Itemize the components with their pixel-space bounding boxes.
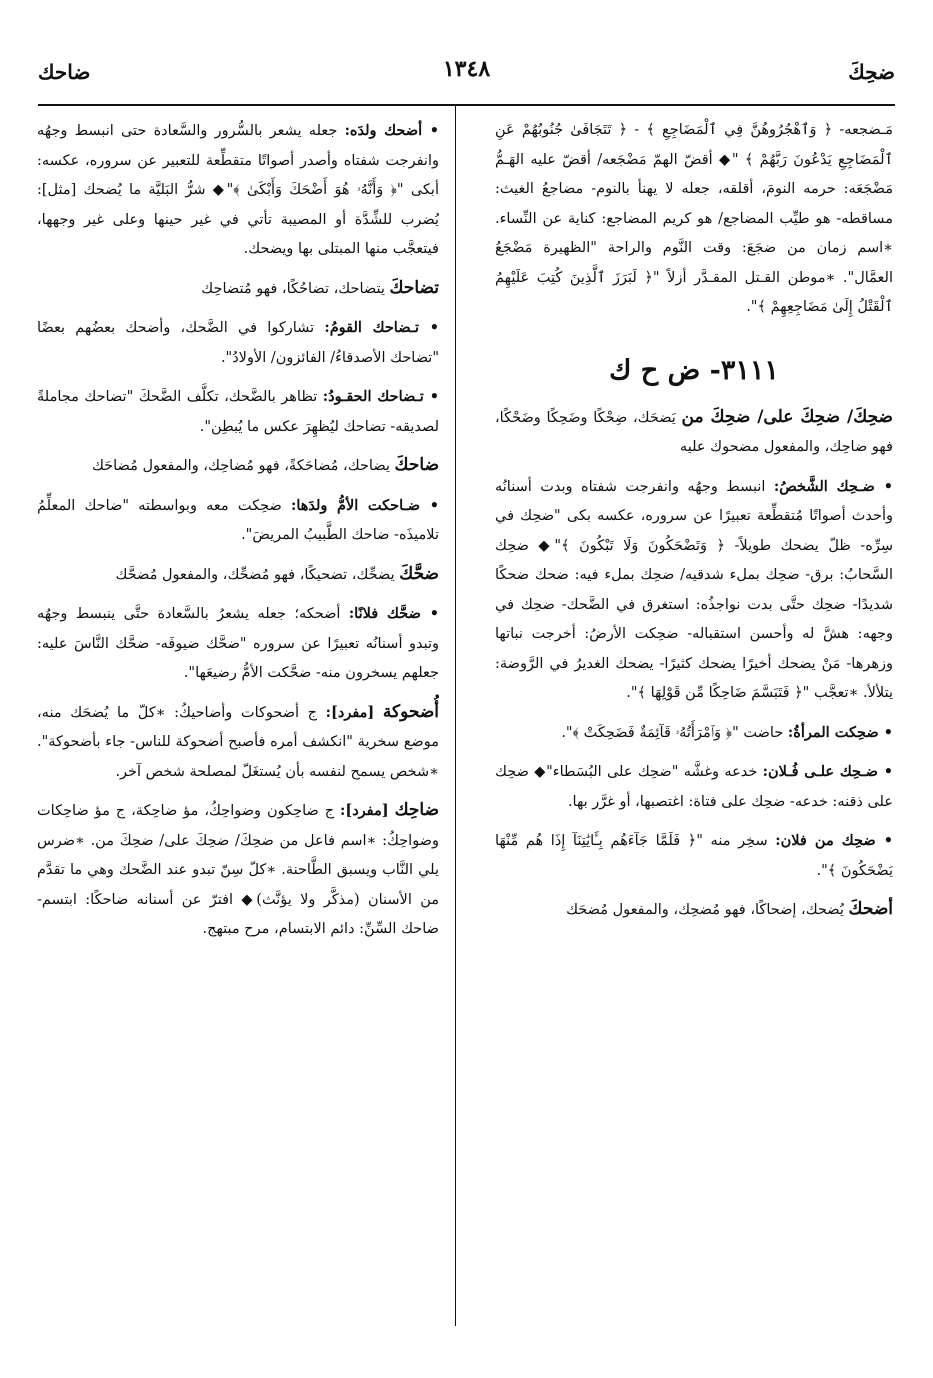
- header-guide-word-first: ضحِكَ: [848, 60, 895, 84]
- sub-entry-label: • أضحك ولدَه:: [344, 122, 439, 139]
- sub-entry-label: • ضـحِك علـى فُـلان:: [762, 763, 893, 780]
- headword: ضاحِك: [394, 800, 439, 820]
- entry-text: تظاهر بالضَّحك، تكلَّف الضَّحكَ "تضاحك مجاملةً لصديقه- تضاحك ليُظهِرَ عكس ما يُبطِن".: [37, 389, 439, 435]
- header-rule: [38, 104, 895, 106]
- entry-text: يضحِّك، تضحيكًا، فهو مُضحِّك، والمفعول مُضحَّك: [115, 566, 395, 583]
- sub-entry-label: • ضحَّك فلانًا:: [348, 605, 439, 622]
- entry-paragraph: [495, 472, 893, 709]
- entry-paragraph: [495, 826, 893, 886]
- left-column: [37, 116, 439, 1316]
- sub-entry-label: • ضـاحكت الأمُّ ولدَها:: [290, 496, 439, 514]
- headword: أضحكَ: [848, 899, 893, 919]
- entry-text: يتضاحك، تضاحُكًا، فهو مُتضاحِك: [201, 280, 385, 297]
- entry-paragraph: [37, 116, 439, 265]
- entry-paragraph: [37, 451, 439, 482]
- entry-text: يُضحك، إضحاكًا، فهو مُضحِك، والمفعول مُضحَك: [566, 902, 844, 918]
- entry-text: حاضت "﴿ وَٱمْرَأَتُهُۥ قَآئِمَةٌ فَضَحِكَتْ ﴾".: [561, 724, 784, 741]
- entry-paragraph: [37, 274, 439, 305]
- entry-paragraph: [37, 796, 439, 945]
- column-divider: [455, 106, 456, 1326]
- sub-entry-label: • ضحِك من فلان:: [775, 832, 893, 849]
- entry-text: يَضحَك، ضِحْكًا وضَحِكًا وضَحْكًا، فهو ضاحِك، والمفعول مضحوك عليه: [495, 409, 893, 455]
- entry-paragraph: [37, 560, 439, 591]
- entry-paragraph: [495, 718, 893, 749]
- entry-paragraph: [37, 491, 439, 551]
- headword: أُضحوكة: [382, 701, 439, 722]
- entry-paragraph: [37, 313, 439, 373]
- entry-text: ج أضحوكات وأضاحيكُ: ∗كلّ ما يُضحَك منه، موضع سخرية "انكشف أمره فأصبح أضحوكة للناس- جاء بأضحوكة". ∗شخص يسمح لنفسه بأن يُستغَلّ لمصلحة شخص آخر.: [37, 704, 439, 780]
- entry-paragraph: [495, 403, 893, 463]
- entry-text: يضاحك، مُضاحَكةً، فهو مُضاحِك، والمفعول مُضاحَك: [91, 458, 390, 474]
- continued-entry-text: مَـضجعه- ﴿ وَٱهْجُرُوهُنَّ فِي ٱلْمَضَاجِعِ ﴾ - ﴿ تَتَجَافَىٰ جُنُوبُهُمْ عَنِ ٱلْمَضَاجِعِ يَدْعُونَ رَبَّهُمْ ﴾ "◆ أقضّ الهمّ مَضْجَعه/ أقضّ عليه الهَـمُّ مَضْجَعَه: حرمه النومَ، أقلقه، جعله لا يهنأ بالنوم- مضاجعُ الغيث: مساقطه- هو طيِّب المضاجع/ هو كريم المضاجع: كناية عن النِّساء. ∗اسم زمان من ضجَعَ: وقت النَّوم والراحة "الظهيرة مَضْجَعُ العمَّال". ∗موطن القـتل المقـدَّر أزلاً "﴿ لَبَرَزَ ٱلَّذِينَ كُتِبَ عَلَيْهِمُ ٱلْقَتْلُ إِلَىٰ مَضَاجِعِهِمْ ﴾".: [495, 122, 893, 315]
- headword: ضحَّكَ: [399, 563, 439, 584]
- entry-text: ج ضاحِكون وضواحِكُ، مؤ ضاحِكة، ج مؤ ضاحِكات وضواحِكُ: ∗اسم فاعل من ضحِكَ/ ضحِكَ على/ ضحِكَ من. ∗ضرس يلي النَّاب ويسبق الطَّاحنة. ∗كلّ سِنّ تبدو عند الضَّحك وهي ما تقدَّم من الأسنان (مذكَّر ولا يؤنَّث)◆ افترّ عن أسنانه ضاحكًا: ابتسم- ضاحك السِّنِّ: دائم الابتسام، مرح مبتهج.: [37, 803, 439, 937]
- sub-entry-label: • تـضاحك القومُ:: [324, 319, 439, 336]
- page-number: ١٣٤٨: [442, 56, 491, 82]
- sub-entry-label: • تـضاحك الحقـودُ:: [322, 388, 439, 405]
- sub-entry-label: • ضـحِك الشَّخصُ:: [773, 477, 893, 495]
- entry-paragraph: [495, 895, 893, 926]
- entry-text: أضحكه؛ جعله يشعرُ بالسَّعادة حتَّى ينبسط وجهُه وتبدو أسنانُه تعبيرًا عن سروره "ضحَّك ضيوفَه- ضحَّك النَّاسَ عليه: جعلهم يسخرون منه- ضحَّكت الأمُّ رضيعَها".: [37, 606, 439, 681]
- entry-text: ضحِكت معه وبواسطته "ضاحك المعلِّمُ تلاميذَه- ضاحك الطَّبيبُ المريضَ".: [37, 497, 439, 543]
- entry-text: انبسط وجهُه وانفرجت شفتاه وبدت أسنانُه وأحدث أصواتًا مُتقطِّعة تعبيرًا عن سروره، عكسه بكى "ضحِك في سِرِّه- ظلّ يضحك طويلاً- ﴿ وَتَضْحَكُونَ وَلَا تَبْكُونَ ﴾"◆ ضحِك السَّحابُ: برق- ضحِك بملء شدقيه/ ضحِك بملء فيه: ضحك ضحكًا شديدًا- ضحِك حتَّى بدت نواجذُه: استغرق في الضَّحك- ضحِك في وجهه: هشَّ له وأحسن استقباله- ضحِكت الأرضُ: أخرجت نباتها وزهرها- مَنْ يضحك أخيرًا يضحك كثيرًا- يضحك الغديرُ في الرَّوضة: يتلألأ. ∗تعجَّب "﴿ فَتَبَسَّمَ ضَاحِكًا مِّن قَوْلِهَا ﴾".: [495, 478, 893, 701]
- part-of-speech-tag: [مفرد]:: [325, 703, 375, 721]
- headword: ضحِكَ/ ضحِكَ على/ ضحِكَ من: [681, 406, 893, 427]
- header-guide-word-last: ضاحك: [38, 60, 91, 84]
- entry-text: خدعه وغشَّه "ضحِك على البُسَطاء"◆ ضحِك على ذقنه: خدعه- ضحِك على فتاة: اغتصبها، أو غرَّر بها.: [495, 764, 893, 810]
- entry-paragraph: [37, 382, 439, 442]
- entry-text: تشاركوا في الضَّحك، وأضحك بعضُهم بعضًا "تضاحك الأصدقاءُ/ الفائزون/ الأولادُ".: [37, 320, 439, 366]
- entry-text: جعله يشعر بالسُّرور والسَّعادة حتى انبسط وجهُه وانفرجت شفتاه وأصدر أصواتًا متقطِّعة للتعبير عن سروره، عكسه: أبكى "﴿ وَأَنَّهُۥ هُوَ أَضْحَكَ وَأَبْكَىٰ ﴾"◆ شرُّ البَليَّة ما يُضحك [مثل]: يُضرب للشِّدَّة أو المصيبة تأتي في غير حينها وعلى غير وجهها، فيتعجَّب منها المبتلى بها ويضحك.: [37, 123, 439, 257]
- entry-text: سخِر منه "﴿ فَلَمَّا جَآءَهُم بِـَٔايَٰتِنَآ إِذَا هُم مِّنْهَا يَضْحَكُونَ ﴾".: [495, 833, 893, 879]
- sub-entry-label: • ضحِكت المرأةُ:: [787, 723, 893, 741]
- headword: تضاحكَ: [389, 277, 439, 298]
- root-entry-title: ٣١١١- ض ح ك: [609, 354, 779, 386]
- headword: ضاحكَ: [394, 455, 439, 475]
- entry-paragraph: [37, 698, 439, 788]
- right-column: [495, 116, 893, 1316]
- entry-paragraph: [37, 599, 439, 689]
- entry-paragraph: [495, 757, 893, 817]
- part-of-speech-tag: [مفرد]:: [340, 802, 389, 819]
- page-header: [38, 54, 895, 94]
